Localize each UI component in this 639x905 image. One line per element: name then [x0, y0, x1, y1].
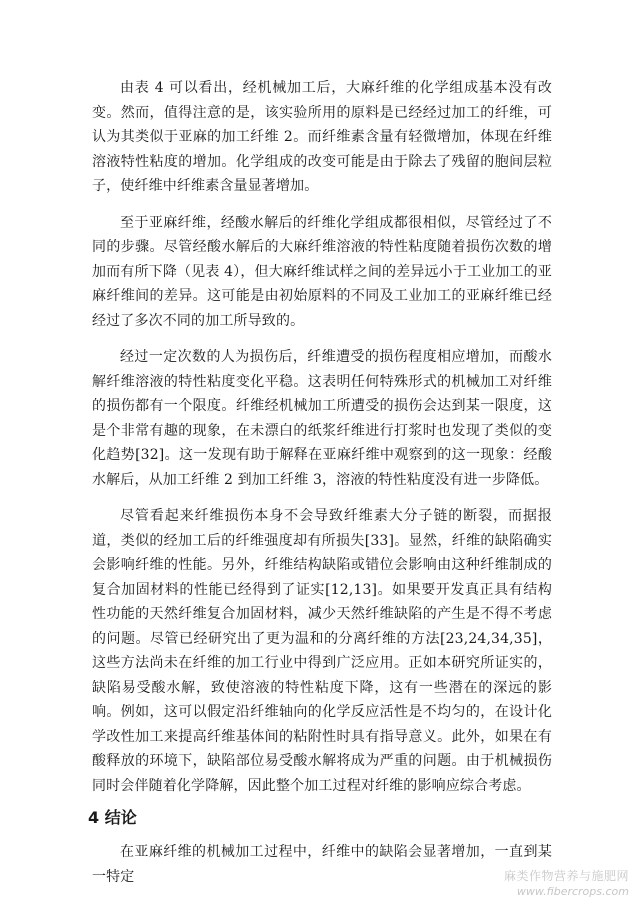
- section-heading-conclusion: 4 结论: [88, 808, 137, 827]
- paragraph-flax-fibers: 至于亚麻纤维，经酸水解后的纤维化学组成都很相似，尽管经过了不同的步骤。尽管经酸水解后的大麻纤维溶液的特性粘度随着损伤次数的增加而有所下降（见表 4），但大麻纤维试样之间的差异远小于工业加工的亚麻纤维间的差异。这可能是由初始原料的不同及工业加工的亚麻纤维已经经过了多次不同的加工所导致的。: [92, 214, 552, 329]
- paragraph-defect-effects: 尽管看起来纤维损伤本身不会导致纤维素大分子链的断裂，而据报道，类似的经加工后的纤维强度却有所损失[33]。显然，纤维的缺陷确实会影响纤维的性能。另外，纤维结构缺陷或错位会影响由这种纤维制成的复合加固材料的性能已经得到了证实[12,13]。如果要开发真正具有结构性功能的天然纤维复合加固材料，减少天然纤维缺陷的产生是不得不考虑的问题。尽管已经研究出了更为温和的分离纤维的方法[23,24,34,35]，这些方法尚未在纤维的加工行业中得到广泛应用。正如本研究所证实的，缺陷易受酸水解，致使溶液的特性粘度下降，这有一些潜在的深远的影响。例如，这可以假定沿纤维轴向的化学反应活性是不均匀的，在设计化学改性加工来提高纤维基体间的粘附性时具有指导意义。此外，如果在有酸释放的环境下，缺陷部位易受酸水解将成为严重的问题。由于机械损伤同时会伴随着化学降解，因此整个加工过程对纤维的影响应综合考虑。: [92, 508, 552, 794]
- watermark-url: www.fibercrops.com: [516, 885, 629, 898]
- paragraph-chemical-composition: 由表 4 可以看出，经机械加工后，大麻纤维的化学组成基本没有改变。然而，值得注意的是，该实验所用的原料是已经经过加工的纤维，可认为其类似于亚麻的加工纤维 2。而纤维素含量有轻微增加，体现在纤维溶液特性粘度的增加。化学组成的改变可能是由于除去了残留的胞间层粒子，使纤维中纤维素含量显著增加。: [92, 80, 552, 194]
- body-text: [88, 76, 552, 901]
- watermark-title: 麻类作物营养与施肥网: [503, 869, 629, 883]
- paragraph-conclusion: 在亚麻纤维的机械加工过程中，纤维中的缺陷会显著增加，一直到某一特定: [92, 844, 552, 885]
- paragraph-damage-limit: 经过一定次数的人为损伤后，纤维遭受的损伤程度相应增加，而酸水解纤维溶液的特性粘度变化平稳。这表明任何特殊形式的机械加工对纤维的损伤都有一个限度。纤维经机械加工所遭受的损伤会达到某一限度，这是个非常有趣的现象，在未漂白的纸浆纤维进行打浆时也发现了类似的变化趋势[32]。这一发现有助于解释在亚麻纤维中观察到的这一现象：经酸水解后，从加工纤维 2 到加工纤维 3，溶液的特性粘度没有进一步降低。: [92, 349, 552, 488]
- site-watermark: [504, 869, 629, 899]
